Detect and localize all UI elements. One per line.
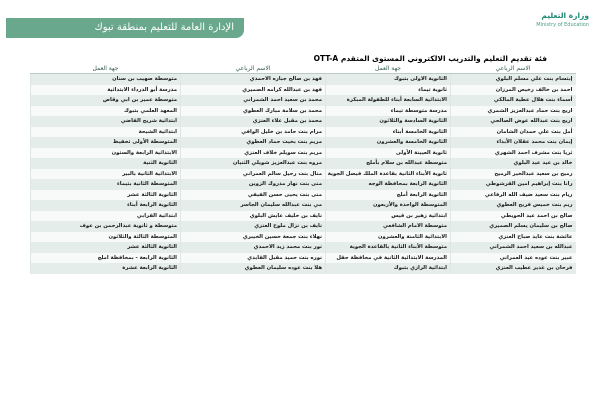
cell-workplace-2: المتوسطة الأولى تحفيظ (31, 137, 181, 148)
cell-name-1: خالد بن عيد عيد البلوي (451, 158, 576, 169)
cell-workplace-1: الثانوية الخامسة أبناء (326, 127, 451, 138)
table-row (31, 200, 576, 211)
cell-workplace-2: الثانوية الرابعة أبناء (31, 200, 181, 211)
cell-name-2: نايف بن نزال ملوح العنزي (181, 221, 326, 232)
table-row (31, 137, 576, 148)
cell-name-1: إبتسام بنت علي مسلم البلوي (451, 74, 576, 85)
table-row (31, 106, 576, 117)
cell-workplace-1: الابتدائية السابعة أبناء للطفولة المبكرة (326, 95, 451, 106)
cell-name-2: محمد بن سلامة مبارك العطوي (181, 106, 326, 117)
cell-workplace-1: متوسطة الأبناء الثانية بالقاعدة الجوية (326, 242, 451, 253)
cell-name-2: نوره بنت حميد مقبل القايدي (181, 253, 326, 264)
cell-workplace-1: المتوسطة الواحدة والأربعون (326, 200, 451, 211)
cell-name-1: فرحان بن غدير عطيب العنزي (451, 263, 576, 274)
cell-name-2: محمد بن مقبل علاء العنزي (181, 116, 326, 127)
region-banner (6, 18, 244, 38)
cell-name-1: أسماء بنت هلال عطية المالكي (451, 95, 576, 106)
cell-workplace-2: متوسطة عمير بن ابي وقاص (31, 95, 181, 106)
cell-workplace-2: ابتدائية شريح القاضي (31, 116, 181, 127)
cell-name-2: مي بنت عبدالله سليمان الجاسر (181, 200, 326, 211)
cell-workplace-2: الابتدائية الرابعة والستون (31, 148, 181, 159)
cell-name-2: مريم بنت بخيت حماد العطوي (181, 137, 326, 148)
table-row (31, 169, 576, 180)
cell-workplace-2: الثانوية الثالثة عشر (31, 242, 181, 253)
cell-name-2: نهلاء بنت جمعة حسين الخيبري (181, 232, 326, 243)
cell-workplace-2: المعهد العلمي بتبوك (31, 106, 181, 117)
table-row (31, 221, 576, 232)
cell-name-2: هلا بنت عوده سليمان العطوي (181, 263, 326, 274)
cell-name-1: عبير بنت عوده عيد العمراني (451, 253, 576, 264)
cell-workplace-2: الثانوية الرابعة عشرة (31, 263, 181, 274)
column-header-name-2: الاسم الرباعي (181, 64, 326, 74)
cell-name-1: اريج بنت حماد عبدالعزيز الشمري (451, 106, 576, 117)
cell-workplace-2: ابتدائية الشيحة (31, 127, 181, 138)
cell-name-1: رميح بن سعيد عبدالخير الرميح (451, 169, 576, 180)
cell-name-1: ريام بنت سعيد ضيف الله الرفاعي (451, 190, 576, 201)
cell-name-2: منال بنت رحيل سالم العمراني (181, 169, 326, 180)
cell-name-2: نور بنت محمد زيد الاحمدي (181, 242, 326, 253)
cell-workplace-1: ابتدائية الرازي بتبوك (326, 263, 451, 274)
table-row (31, 158, 576, 169)
cell-name-2: نايف بن خليف عايش البلوي (181, 211, 326, 222)
page-header (0, 0, 595, 40)
column-header-workplace-2: جهة العمل (31, 64, 181, 74)
ministry-name-en: Ministry of Education (536, 22, 589, 28)
ministry-logo (459, 10, 589, 34)
table-row (31, 85, 576, 96)
cell-workplace-1: ثانوية الأبناء الثانية بقاعدة الملك فيصل الجوية (326, 169, 451, 180)
cell-workplace-1: الثانوية الاولى بتبوك (326, 74, 451, 85)
cell-workplace-1: مدرسة متوسطة تيماء (326, 106, 451, 117)
table-row (31, 127, 576, 138)
cell-workplace-1: الابتدائية الثامنة والعشرون (326, 232, 451, 243)
cell-workplace-1: الثانوية الرابعة أملج (326, 190, 451, 201)
cell-workplace-2: المتوسطة الثانية بتيماء (31, 179, 181, 190)
table-row (31, 242, 576, 253)
table-row (31, 232, 576, 243)
cell-name-2: فهد بن عبدالله كرامه الصميري (181, 85, 326, 96)
cell-name-1: عائشة بنت عايد صباح العنزي (451, 232, 576, 243)
cell-name-2: مريم بنت سويلم خلاف العنزي (181, 148, 326, 159)
cell-name-1: صالح بن سليمان يسلم الصميري (451, 221, 576, 232)
cell-workplace-1: ثانوية تيماء (326, 85, 451, 96)
cell-name-1: أمل بنت علي حمدان الشامان (451, 127, 576, 138)
cell-name-2: فهد بن صالح جباره الاحمدي (181, 74, 326, 85)
cell-workplace-2: الثانوية الثنية (31, 158, 181, 169)
table-row (31, 148, 576, 159)
cell-workplace-2: مدرسة أبو الدرداء الابتدائية (31, 85, 181, 96)
cell-workplace-1: الثانوية الرابعة بمحافظة الوجه (326, 179, 451, 190)
cell-name-2: مروه بنت عبدالعزيز شويلي الثنيان (181, 158, 326, 169)
table-row (31, 253, 576, 264)
column-header-name-1: الاسم الرباعي (451, 64, 576, 74)
cell-name-1: احمد بن خالف رخيص المرزان (451, 85, 576, 96)
cell-name-2: منى بنت يحيى حسن الفيفي (181, 190, 326, 201)
table-row (31, 179, 576, 190)
cell-workplace-2: متوسطة صهيب بن سنان (31, 74, 181, 85)
column-header-workplace-1: جهة العمل (326, 64, 451, 74)
cell-name-1: اريج بنت عبدالله عوض الصالحي (451, 116, 576, 127)
table-row (31, 190, 576, 201)
table-row (31, 263, 576, 274)
cell-workplace-2: الثانوية الثالثة عشر (31, 190, 181, 201)
cell-workplace-2: الثانوية الرابعة - بمحافظة املج (31, 253, 181, 264)
region-banner-text: الإدارة العامة للتعليم بمنطقة تبوك (94, 22, 234, 33)
cell-name-1: رانا بنت إبراهيم امين القرشوطي (451, 179, 576, 190)
trainees-table (30, 64, 576, 274)
table-row (31, 74, 576, 85)
cell-workplace-1: ثانوية العيينة الأولى (326, 148, 451, 159)
cell-name-2: منى بنت نهار مذروك الزوين (181, 179, 326, 190)
document-title: فئة تقديم التعليم والتدريب الالكتروني المستوى المتقدم OTT-A (313, 54, 547, 63)
cell-name-2: محمد بن سعيد احمد الشمراني (181, 95, 326, 106)
cell-name-1: صالح بن احمد عيد الحويطي (451, 211, 576, 222)
cell-name-1: إيمان بنت محمد عقلان الأبداء (451, 137, 576, 148)
table-header-row (31, 64, 576, 74)
table-row (31, 95, 576, 106)
cell-workplace-2: متوسطة و ثانوية عبدالرحمن بن عوف (31, 221, 181, 232)
cell-name-1: ريم بنت خميس فريح العطوي (451, 200, 576, 211)
ministry-name-ar: وزارة التعليم (541, 11, 589, 20)
cell-workplace-1: متوسطة عبدالله بن سلام بأملج (326, 158, 451, 169)
table-row (31, 116, 576, 127)
cell-workplace-1: المدرسة الابتدائية الثانية في محافظة حقل (326, 253, 451, 264)
table-row (31, 211, 576, 222)
cell-workplace-2: المتوسطة الثالثة والثلاثون (31, 232, 181, 243)
cell-workplace-1: متوسطة الامام الشافعي (326, 221, 451, 232)
cell-name-1: عبدالله بن سعيد احمد الشمراني (451, 242, 576, 253)
cell-workplace-2: الابتدائية الثانية بالبير (31, 169, 181, 180)
cell-workplace-1: الثانوية السادسة والثلاثون (326, 116, 451, 127)
cell-workplace-2: ابتدائية القرابي (31, 211, 181, 222)
cell-name-2: مرام بنت حامد بن خليل الوافي (181, 127, 326, 138)
cell-workplace-1: الثانوية الخامسة والعشرون (326, 137, 451, 148)
cell-workplace-1: ابتدائية زهير بن قيس (326, 211, 451, 222)
cell-name-1: ثريا بنت مشرف احمد الشهري (451, 148, 576, 159)
